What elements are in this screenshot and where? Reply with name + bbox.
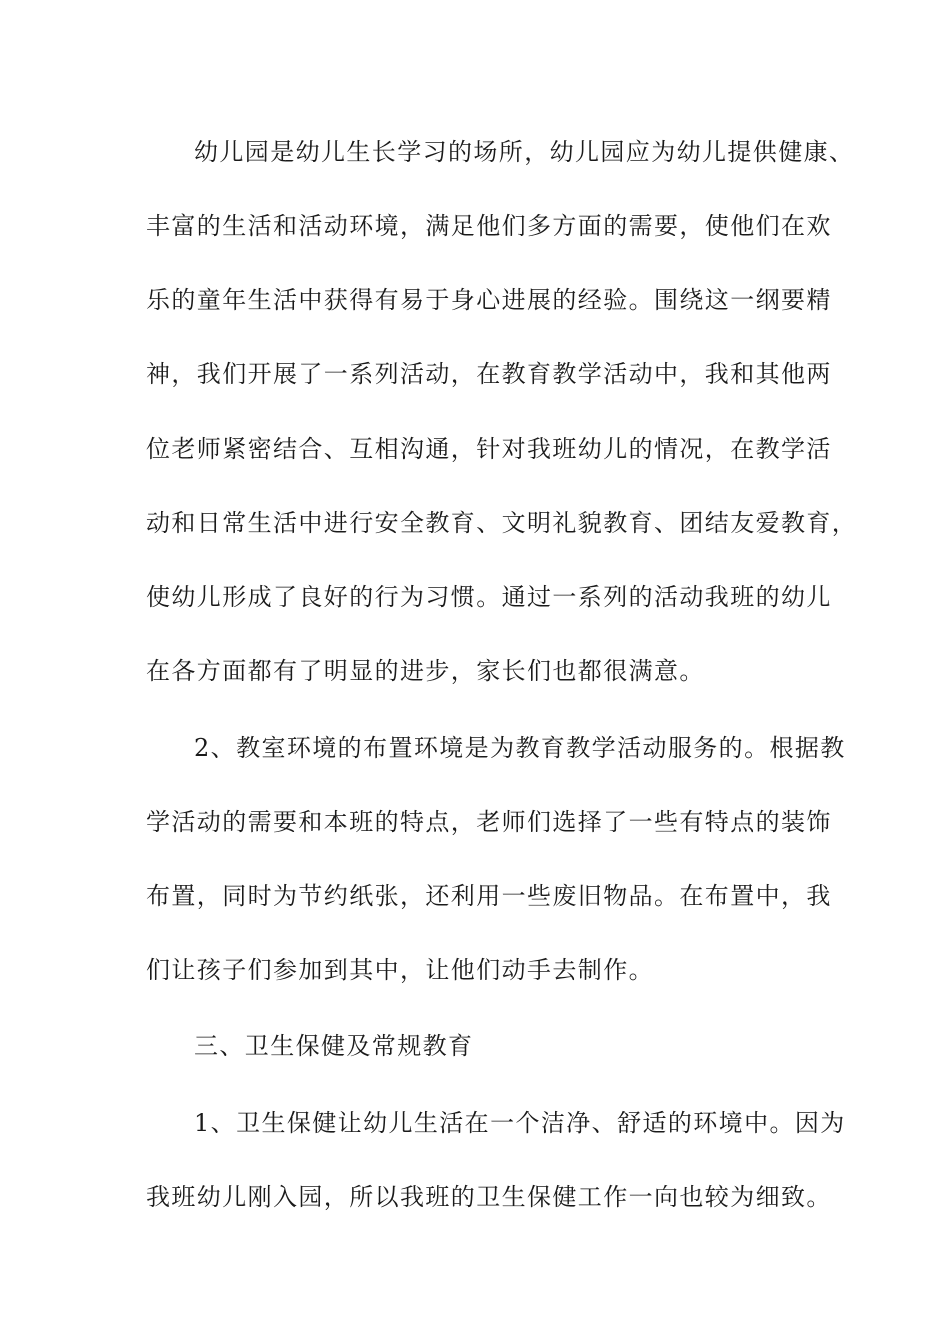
paragraph-line: 位老师紧密结合、互相沟通，针对我班幼儿的情况，在教学活: [146, 435, 832, 463]
paragraph-line: 1、卫生保健让幼儿生活在一个洁净、舒适的环境中。因为: [194, 1109, 846, 1137]
paragraph-line: 学活动的需要和本班的特点，老师们选择了一些有特点的装饰: [146, 808, 832, 836]
paragraph-line: 神，我们开展了一系列活动，在教育教学活动中，我和其他两: [146, 360, 832, 388]
paragraph-line: 动和日常生活中进行安全教育、文明礼貌教育、团结友爱教育，: [146, 509, 858, 537]
paragraph-line: 在各方面都有了明显的进步，家长们也都很满意。: [146, 657, 705, 685]
paragraph-line: 幼儿园是幼儿生长学习的场所，幼儿园应为幼儿提供健康、: [194, 138, 855, 166]
paragraph-line: 布置，同时为节约纸张，还利用一些废旧物品。在布置中，我: [146, 882, 832, 910]
paragraph-line: 们让孩子们参加到其中，让他们动手去制作。: [146, 956, 654, 984]
section-heading: 三、卫生保健及常规教育: [194, 1032, 474, 1060]
paragraph-line: 乐的童年生活中获得有易于身心进展的经验。围绕这一纲要精: [146, 286, 832, 314]
paragraph-line: 丰富的生活和活动环境，满足他们多方面的需要，使他们在欢: [146, 212, 832, 240]
paragraph-line: 使幼儿形成了良好的行为习惯。通过一系列的活动我班的幼儿: [146, 583, 832, 611]
paragraph-line: 2、教室环境的布置环境是为教育教学活动服务的。根据教: [194, 734, 846, 762]
paragraph-line: 我班幼儿刚入园，所以我班的卫生保健工作一向也较为细致。: [146, 1183, 832, 1211]
